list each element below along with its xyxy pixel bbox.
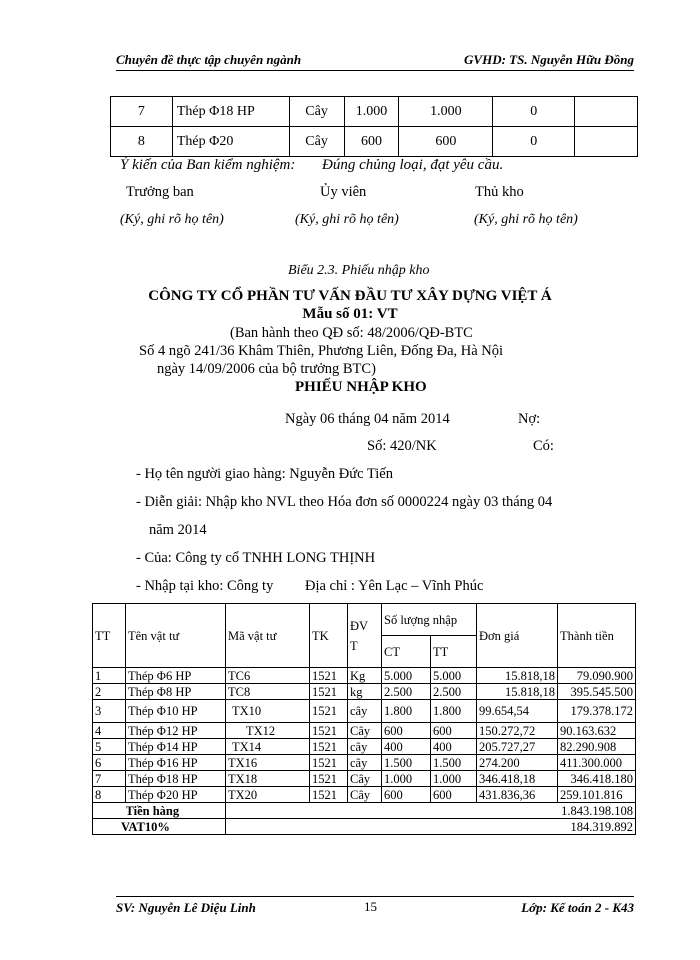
supplier: - Của: Công ty cổ TNHH LONG THỊNH: [136, 550, 376, 566]
row-tt: 7: [111, 97, 173, 127]
row-qty-tt: 1.000: [399, 97, 493, 127]
row-unit: Cây: [289, 97, 344, 127]
col-amount: Thành tiền: [558, 604, 636, 668]
row-name: Thép Φ20: [172, 127, 289, 157]
cell-amount: 395.545.500: [558, 684, 636, 700]
issued-line-1: (Ban hành theo QĐ số: 48/2006/QĐ-BTC: [230, 325, 473, 341]
col-name: Tên vật tư: [126, 604, 226, 668]
description-line-1: - Diễn giải: Nhập kho NVL theo Hóa đơn số 0000224 ngày 03 tháng 04: [136, 494, 553, 510]
cell-tk: 1521: [310, 668, 348, 684]
cell-code: TX10: [226, 700, 310, 723]
cell-tt: 4: [93, 723, 126, 739]
row-diff: 0: [493, 97, 575, 127]
cell-price: 431.836,36: [477, 787, 558, 803]
cell-code: TX18: [226, 771, 310, 787]
subtotal-value: 1.843.198.108: [226, 803, 636, 819]
receipt-table: [92, 603, 636, 835]
description-line-2: năm 2014: [149, 522, 207, 538]
cell-price: 274.200: [477, 755, 558, 771]
inspection-value: Đúng chủng loại, đạt yêu cầu.: [322, 157, 504, 173]
cell-tk: 1521: [310, 684, 348, 700]
signer-member: Ủy viên: [320, 184, 367, 200]
cell-tt: 5: [93, 739, 126, 755]
cell-amount: 90.163.632: [558, 723, 636, 739]
sign-note-member: (Ký, ghi rõ họ tên): [295, 212, 399, 227]
table-row: [93, 684, 636, 700]
cell-unit: Kg: [348, 668, 382, 684]
cell-tt2: 1.500: [431, 755, 477, 771]
cell-price: 15.818,18: [477, 668, 558, 684]
row-tt: 8: [111, 127, 173, 157]
col-qty: Số lượng nhập: [382, 604, 477, 636]
row-note: [575, 97, 638, 127]
cell-ct: 600: [382, 787, 431, 803]
header-left: Chuyên đề thực tập chuyên ngành: [116, 52, 302, 67]
header-row: [93, 604, 636, 636]
cell-tk: 1521: [310, 755, 348, 771]
cell-tk: 1521: [310, 739, 348, 755]
cell-price: 346.418,18: [477, 771, 558, 787]
table-row: [93, 723, 636, 739]
footer-class: Lớp: Kế toán 2 - K43: [521, 900, 634, 915]
cell-tk: 1521: [310, 787, 348, 803]
cell-code: TX16: [226, 755, 310, 771]
cell-unit: Cây: [348, 723, 382, 739]
table-row: [93, 787, 636, 803]
form-number: Mẫu số 01: VT: [302, 306, 398, 322]
cell-unit: cây: [348, 700, 382, 723]
cell-unit: Cây: [348, 771, 382, 787]
cell-tt: 2: [93, 684, 126, 700]
cell-name: Thép Φ12 HP: [126, 723, 226, 739]
table-row: [93, 755, 636, 771]
cell-name: Thép Φ8 HP: [126, 684, 226, 700]
cell-price: 15.818,18: [477, 684, 558, 700]
cell-name: Thép Φ16 HP: [126, 755, 226, 771]
cell-tt2: 1.000: [431, 771, 477, 787]
table-row: [93, 739, 636, 755]
cell-tt: 1: [93, 668, 126, 684]
cell-tt2: 600: [431, 723, 477, 739]
cell-tk: 1521: [310, 723, 348, 739]
company-name: CÔNG TY CỔ PHẦN TƯ VẤN ĐẦU TƯ XÂY DỰNG VIỆT Á: [148, 288, 552, 304]
receipt-number: Số: 420/NK: [367, 438, 437, 454]
cell-tt2: 1.800: [431, 700, 477, 723]
col-qty-tt: TT: [431, 636, 477, 668]
col-code: Mã vật tư: [226, 604, 310, 668]
form-caption: Biểu 2.3. Phiếu nhập kho: [288, 263, 430, 278]
cell-ct: 600: [382, 723, 431, 739]
debit-label: Nợ:: [518, 411, 541, 427]
warehouse-location: Địa chỉ : Yên Lạc – Vĩnh Phúc: [305, 578, 484, 594]
issued-line-2: ngày 14/09/2006 của bộ trưởng BTC): [157, 361, 376, 377]
cell-tt2: 2.500: [431, 684, 477, 700]
cell-ct: 1.500: [382, 755, 431, 771]
header-rule: [116, 70, 634, 71]
footer-rule: [116, 896, 634, 897]
cell-code: TX14: [226, 739, 310, 755]
cell-ct: 2.500: [382, 684, 431, 700]
row-note: [575, 127, 638, 157]
table-row: [111, 97, 638, 127]
col-tt: TT: [93, 604, 126, 668]
deliverer: - Họ tên người giao hàng: Nguyễn Đức Tiến: [136, 466, 393, 482]
cell-tk: 1521: [310, 771, 348, 787]
signer-storekeeper: Thủ kho: [475, 184, 524, 200]
cell-amount: 346.418.180: [558, 771, 636, 787]
cell-tt2: 400: [431, 739, 477, 755]
table-row: [93, 771, 636, 787]
row-qty-ct: 1.000: [344, 97, 399, 127]
cell-code: TC8: [226, 684, 310, 700]
signer-head: Trưởng ban: [126, 184, 194, 200]
col-unit-line-2: T: [350, 638, 358, 653]
col-unit-line-1: ĐV: [350, 618, 369, 633]
col-price: Đơn giá: [477, 604, 558, 668]
cell-ct: 5.000: [382, 668, 431, 684]
form-date: Ngày 06 tháng 04 năm 2014: [285, 411, 450, 427]
col-qty-ct: CT: [382, 636, 431, 668]
row-unit: Cây: [289, 127, 344, 157]
cell-unit: cây: [348, 739, 382, 755]
inspection-label: Ý kiến của Ban kiểm nghiệm:: [120, 157, 296, 173]
cell-price: 150.272,72: [477, 723, 558, 739]
cell-name: Thép Φ18 HP: [126, 771, 226, 787]
table-row: [93, 700, 636, 723]
cell-tt2: 5.000: [431, 668, 477, 684]
cell-code: TX20: [226, 787, 310, 803]
continuation-table: [110, 96, 638, 157]
warehouse: - Nhập tại kho: Công ty: [136, 578, 274, 594]
sign-note-storekeeper: (Ký, ghi rõ họ tên): [474, 212, 578, 227]
credit-label: Có:: [533, 438, 554, 454]
page-number: 15: [364, 899, 377, 914]
footer-student: SV: Nguyễn Lê Diệu Linh: [116, 900, 256, 915]
cell-amount: 259.101.816: [558, 787, 636, 803]
vat-label: VAT10%: [93, 819, 226, 835]
cell-name: Thép Φ10 HP: [126, 700, 226, 723]
cell-ct: 1.000: [382, 771, 431, 787]
cell-empty: [93, 803, 126, 819]
form-title: PHIẾU NHẬP KHO: [295, 379, 427, 395]
table-row: [93, 668, 636, 684]
cell-unit: cây: [348, 755, 382, 771]
cell-amount: 79.090.900: [558, 668, 636, 684]
cell-name: Thép Φ6 HP: [126, 668, 226, 684]
cell-tt: 3: [93, 700, 126, 723]
cell-unit: kg: [348, 684, 382, 700]
vat-value: 184.319.892: [226, 819, 636, 835]
cell-unit: Cây: [348, 787, 382, 803]
row-qty-ct: 600: [344, 127, 399, 157]
cell-price: 99.654,54: [477, 700, 558, 723]
cell-code: TX12: [226, 723, 310, 739]
cell-price: 205.727,27: [477, 739, 558, 755]
cell-code: TC6: [226, 668, 310, 684]
cell-ct: 1.800: [382, 700, 431, 723]
row-qty-tt: 600: [399, 127, 493, 157]
company-address: Số 4 ngõ 241/36 Khâm Thiên, Phương Liên, Đống Đa, Hà Nội: [139, 343, 504, 359]
cell-amount: 82.290.908: [558, 739, 636, 755]
cell-amount: 411.300.000: [558, 755, 636, 771]
cell-tk: 1521: [310, 700, 348, 723]
subtotal-row: [93, 803, 636, 819]
table-row: [111, 127, 638, 157]
vat-row: [93, 819, 636, 835]
cell-tt2: 600: [431, 787, 477, 803]
cell-tt: 6: [93, 755, 126, 771]
cell-amount: 179.378.172: [558, 700, 636, 723]
subtotal-label: Tiền hàng: [126, 803, 226, 819]
header-right: GVHD: TS. Nguyễn Hữu Đồng: [464, 52, 634, 67]
cell-name: Thép Φ20 HP: [126, 787, 226, 803]
col-unit: [348, 604, 382, 668]
cell-tt: 7: [93, 771, 126, 787]
cell-tt: 8: [93, 787, 126, 803]
sign-note-head: (Ký, ghi rõ họ tên): [120, 212, 224, 227]
row-diff: 0: [493, 127, 575, 157]
row-name: Thép Φ18 HP: [172, 97, 289, 127]
cell-name: Thép Φ14 HP: [126, 739, 226, 755]
col-tk: TK: [310, 604, 348, 668]
cell-ct: 400: [382, 739, 431, 755]
